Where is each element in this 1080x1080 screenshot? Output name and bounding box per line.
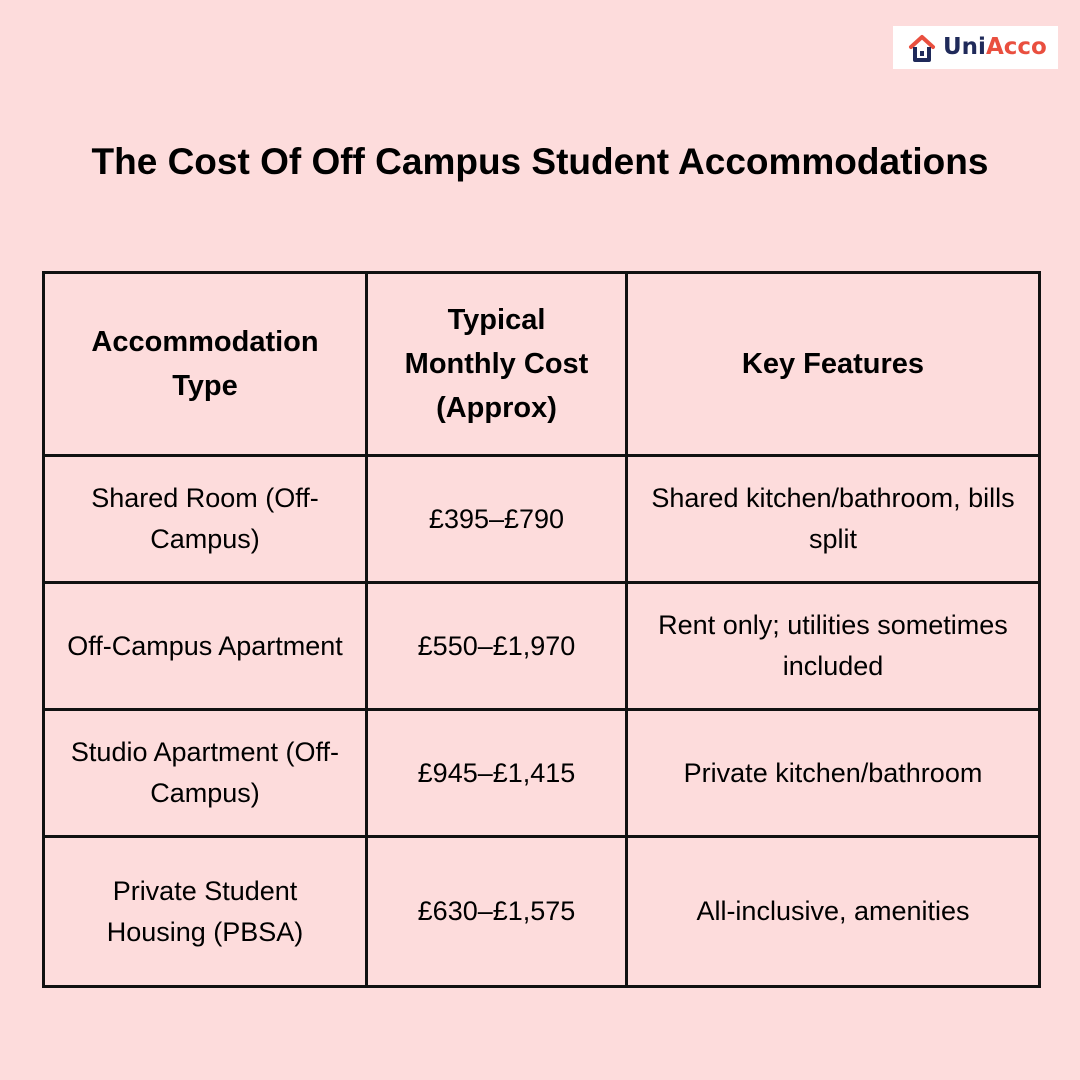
brand-name (943, 36, 1047, 59)
header-accommodation-type: Accommodation Type (44, 273, 367, 456)
cell-features: Rent only; utilities sometimes included (627, 583, 1040, 710)
brand-name-uni: Uni (943, 34, 986, 60)
brand-name-acco: Acco (985, 34, 1047, 60)
cell-features: Private kitchen/bathroom (627, 710, 1040, 837)
cell-features: Shared kitchen/bathroom, bills split (627, 456, 1040, 583)
table-row (44, 837, 1040, 987)
cell-type: Studio Apartment (Off-Campus) (44, 710, 367, 837)
brand-logo[interactable] (893, 26, 1058, 69)
table-row (44, 583, 1040, 710)
page-title: The Cost Of Off Campus Student Accommodations (91, 141, 989, 182)
cell-type: Private Student Housing (PBSA) (44, 837, 367, 987)
cell-cost: £630–£1,575 (367, 837, 627, 987)
table-header-row (44, 273, 1040, 456)
cell-cost: £550–£1,970 (367, 583, 627, 710)
house-logo-icon (905, 31, 939, 65)
cell-features: All-inclusive, amenities (627, 837, 1040, 987)
cell-type: Off-Campus Apartment (44, 583, 367, 710)
table-row (44, 456, 1040, 583)
cell-cost: £945–£1,415 (367, 710, 627, 837)
table-row (44, 710, 1040, 837)
cell-cost: £395–£790 (367, 456, 627, 583)
cell-type: Shared Room (Off-Campus) (44, 456, 367, 583)
header-monthly-cost: Typical Monthly Cost (Approx) (367, 273, 627, 456)
cost-table (42, 271, 1041, 988)
header-key-features: Key Features (627, 273, 1040, 456)
